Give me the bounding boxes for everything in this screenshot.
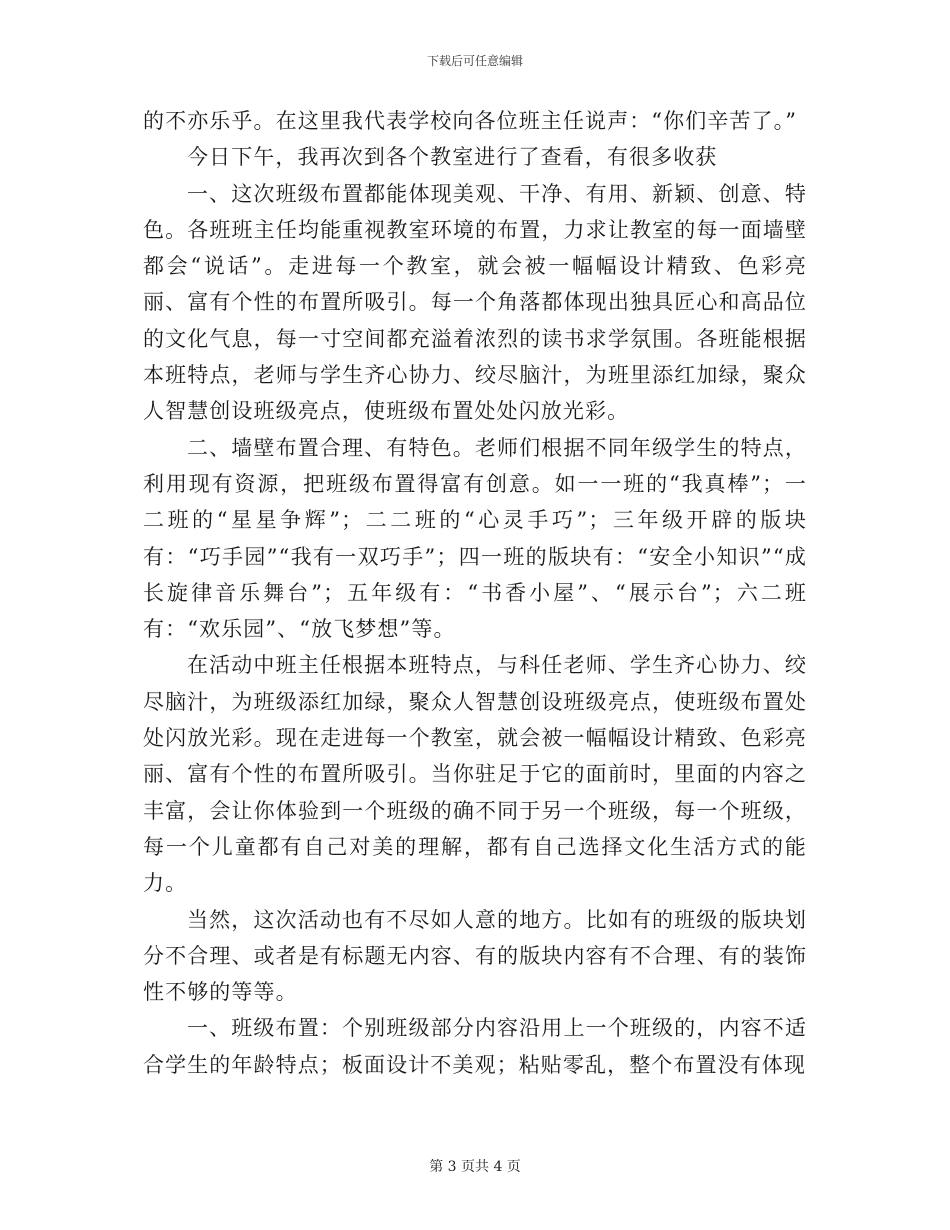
- paragraph-2: 今日下午，我再次到各个教室进行了查看，有很多收获: [187, 145, 718, 170]
- paragraph-1: 的不亦乐乎。在这里我代表学校向各位班主任说声：“你们辛苦了。”: [143, 109, 798, 133]
- paragraph-6: 当然，这次活动也有不尽如人意的地方。比如有的班级的版块划分不合理、或者是有标题无内容、有的版块内容有不合理、有的装饰性不够的等等。: [143, 907, 807, 1005]
- paragraph-3: 一、这次班级布置都能体现美观、干净、有用、新颖、创意、特色。各班班主任均能重视教室环境的布置，力求让教室的每一面墙壁都会“说话”。走进每一个教室，就会被一幅幅设计精致、色彩亮丽、富有个性的布置所吸引。每一个角落都体现出独具匠心和高品位的文化气息，每一寸空间都充溢着浓烈的读书求学氛围。各班能根据本班特点，老师与学生齐心协力、绞尽脑汁，为班里添红加绿，聚众人智慧创设班级亮点，使班级布置处处闪放光彩。: [143, 181, 807, 424]
- page-header: 下载后可任意编辑: [426, 54, 523, 68]
- paragraph-7: 一、班级布置：个别班级部分内容沿用上一个班级的，内容不适合学生的年龄特点；板面设计不美观；粘贴零乱，整个布置没有体现: [143, 1016, 807, 1077]
- document-body: [143, 103, 807, 1083]
- paragraph-5: 在活动中班主任根据本班特点，与科任老师、学生齐心协力、绞尽脑汁，为班级添红加绿，聚众人智慧创设班级亮点，使班级布置处处闪放光彩。现在走进每一个教室，就会被一幅幅设计精致、色彩亮丽、富有个性的布置所吸引。当你驻足于它的面前时，里面的内容之丰富，会让你体验到一个班级的确不同于另一个班级，每一个班级，每一个儿童都有自己对美的理解，都有自己选择文化生活方式的能力。: [143, 653, 807, 896]
- page-footer: 第 3 页共 4 页: [429, 1159, 521, 1175]
- paragraph-4: 二、墙壁布置合理、有特色。老师们根据不同年级学生的特点，利用现有资源，把班级布置得富有创意。如一一班的“我真棒”；一二班的“星星争辉”；二二班的“心灵手巧”；三年级开辟的版块有：“巧手园”“我有一双巧手”；四一班的版块有：“安全小知识”“成长旋律音乐舞台”；五年级有：“书香小屋”、“展示台”；六二班有：“欢乐园”、“放飞梦想”等。: [143, 435, 807, 642]
